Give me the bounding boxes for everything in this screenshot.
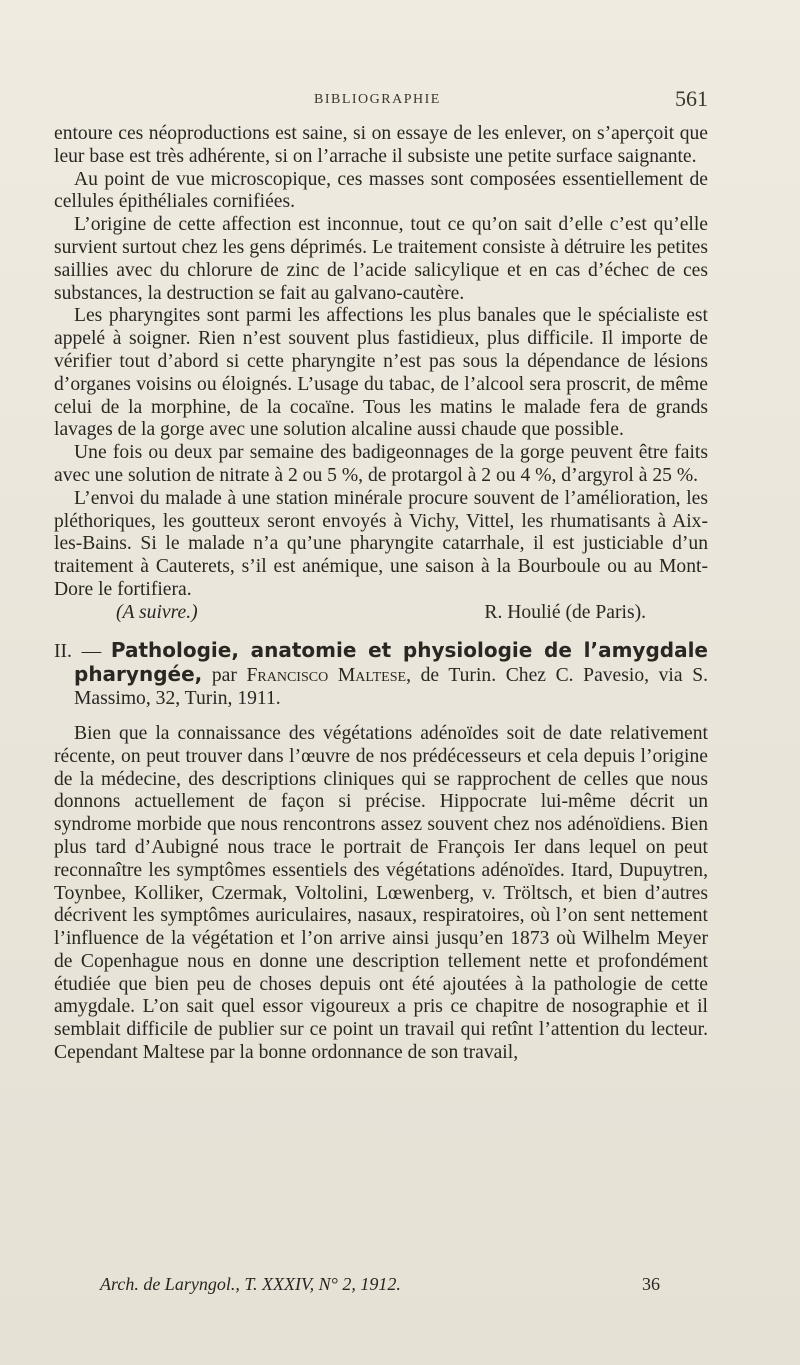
review-author: R. Houlié (de Paris). (484, 601, 646, 623)
review-paragraph: Bien que la connaissance des végétations adénoïdes soit de date relativement récente, on peut trouver dans l’œuvre de nos prédécesseurs et cela depuis l’origine de la médecine, des descriptions cliniques qui se rapprochent de celles que nous donnons actuellement de façon si précise. Hippocrate lui-même décrit un syndrome morbide que nous rencontrons assez souvent chez nos adénoïdiens. Bien plus tard d’Aubigné nous trace le portrait de François Ier dans lequel on peut reconnaître les symptômes essentiels des végétations adénoïdes. Itard, Dupuytren, Toynbee, Kolliker, Czermak, Voltolini, Lœwenberg, v. Tröltsch, et bien d’autres décrivent les symptômes auriculaires, nasaux, respiratoires, où l’on sent nettement l’influence de la végétation et l’on arrive ainsi jusqu’en 1873 où Wilhelm Meyer de Copenhague nous en donne une description tellement nette et profondément étudiée que bien peu de choses depuis ont été ajoutées à la pathologie de cette amygdale. L’on sait quel essor vigoureux a pris ce chapitre de nosographie et il semblait difficile de publier sur ce point un travail qui retînt l’attention du lecteur. Cependant Maltese par la bonne ordonnance de son travail, (54, 722, 708, 1064)
running-title: BIBLIOGRAPHIE (314, 92, 441, 107)
paragraph: Une fois ou deux par semaine des badigeonnages de la gorge peuvent être faits avec une solution de nitrate à 2 ou 5 %, de protargol à 2 ou 4 %, d’argyrol à 25 %. (54, 442, 708, 486)
section-number: II. — (54, 640, 102, 662)
paragraph: Les pharyngites sont parmi les affections les plus banales que le spécialiste est appelé à soigner. Rien n’est souvent plus fastidieux, plus difficile. Il importe de vérifier tout d’abord si cette pharyngite n’est pas sous la dépendance de lésions d’organes voisins ou éloignés. L’usage du tabac, de l’alcool sera proscrit, de même celui de la morphine, de la cocaïne. Tous les matins le malade fera de grands lavages de la gorge avec une solution alcaline aussi chaude que possible. (54, 305, 708, 441)
paragraph: entoure ces néoproductions est saine, si on essaye de les enlever, on s’aperçoit que leur base est très adhérente, si on l’arrache il subsiste une petite surface saignante. (54, 123, 708, 167)
section-by: par (211, 665, 237, 687)
paragraph: Au point de vue microscopique, ces masses sont composées essentiellement de cellules épithéliales cornifiées. (54, 168, 708, 213)
continued-note: (A suivre.) (116, 601, 198, 623)
paragraph: L’envoi du malade à une station minérale procure souvent de l’amélioration, les pléthoriques, les goutteux seront envoyés à Vichy, Vittel, les rhumatisants à Aix-les-Bains. Si le malade n’a qu’une pharyngite catarrhale, il est justiciable d’un traitement à Cauterets, s’il est anémique, une saison à la Bourboule ou au Mont-Dore le fortifiera. (54, 487, 708, 600)
sheet-number: 36 (642, 1274, 660, 1294)
section-title: Pathologie, anatomie et physiologie de l’amygdale pharyngée, (74, 637, 708, 687)
section-details: , de Turin. Chez C. Pavesio, via S. Massimo, 32, Turin, 1911. (74, 665, 708, 710)
paragraph: L’origine de cette affection est inconnue, tout ce qu’on sait d’elle c’est qu’elle survient surtout chez les gens déprimés. Le traitement consiste à détruire les petites saillies avec du chlorure de zinc de l’acide salicylique et en cas d’échec de ces substances, la destruction se fait au galvano-cautère. (54, 214, 708, 304)
page-header (56, 86, 708, 116)
section-author: Francisco Maltese (246, 665, 407, 687)
section-heading (54, 639, 708, 711)
page-number: 561 (675, 86, 708, 111)
body-text (54, 123, 708, 1065)
page-footer (100, 1274, 660, 1295)
journal-citation: Arch. de Laryngol., T. XXXIV, N° 2, 1912. (100, 1274, 401, 1294)
spacer (54, 711, 708, 723)
signature-line (54, 602, 708, 625)
